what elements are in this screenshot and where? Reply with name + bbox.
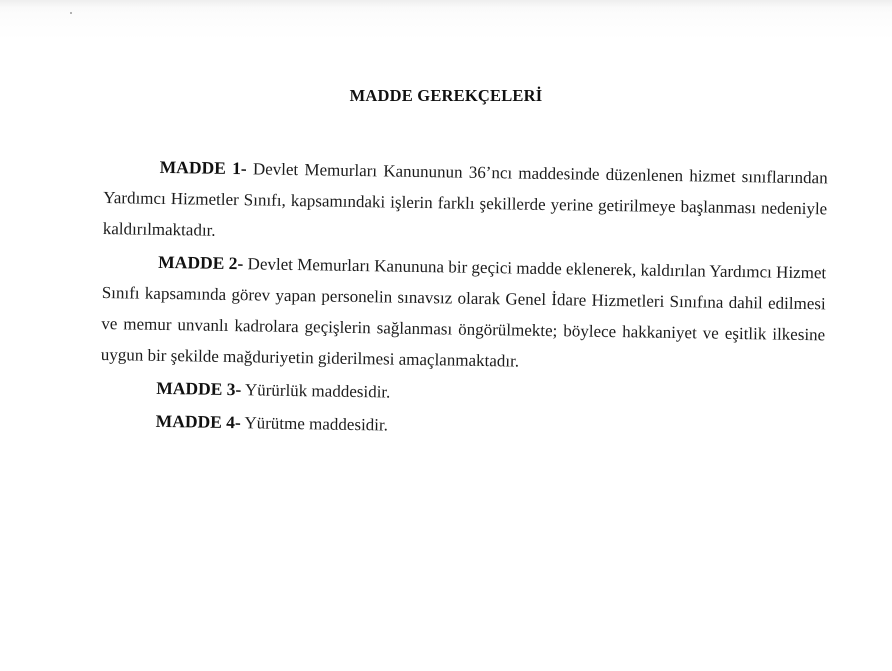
scan-top-edge (0, 0, 892, 8)
article-2 (101, 246, 827, 381)
article-3-text: Yürürlük maddesidir. (244, 380, 391, 402)
article-4-label: MADDE 4- (155, 410, 241, 433)
article-1 (103, 151, 828, 255)
scan-speck (70, 12, 72, 14)
article-1-label: MADDE 1- (159, 156, 247, 179)
article-2-label: MADDE 2- (158, 251, 244, 274)
articles-body (99, 151, 827, 449)
page-title: MADDE GEREKÇELERİ (349, 86, 543, 105)
article-2-text: Devlet Memurları Kanununa bir geçici madde eklenerek, kaldırılan Yardımcı Hizmet Sınıfı kapsamında görev yapan personelin sınavsız olarak Genel İdare Hizmetleri Sınıfına dahil edilmesi ve memur unvanlı kadrolara geçişlerin sağlanması öngörülmekte; böylece hakkaniyet ve eşitlik ilkesine uygun bir şekilde mağduriyetin giderilmesi amaçlanmaktadır. (100, 254, 827, 371)
article-4-text: Yürütme maddesidir. (244, 413, 389, 435)
article-3-label: MADDE 3- (156, 377, 242, 400)
article-1-text: Devlet Memurları Kanununun 36’ncı maddesinde düzenlenen hizmet sınıflarından Yardımcı Hizmetler Sınıfı, kapsamındaki işlerin farklı şekillerde yerine getirilmeye başlanması nedeniyle kaldırılmaktadır. (102, 159, 828, 240)
